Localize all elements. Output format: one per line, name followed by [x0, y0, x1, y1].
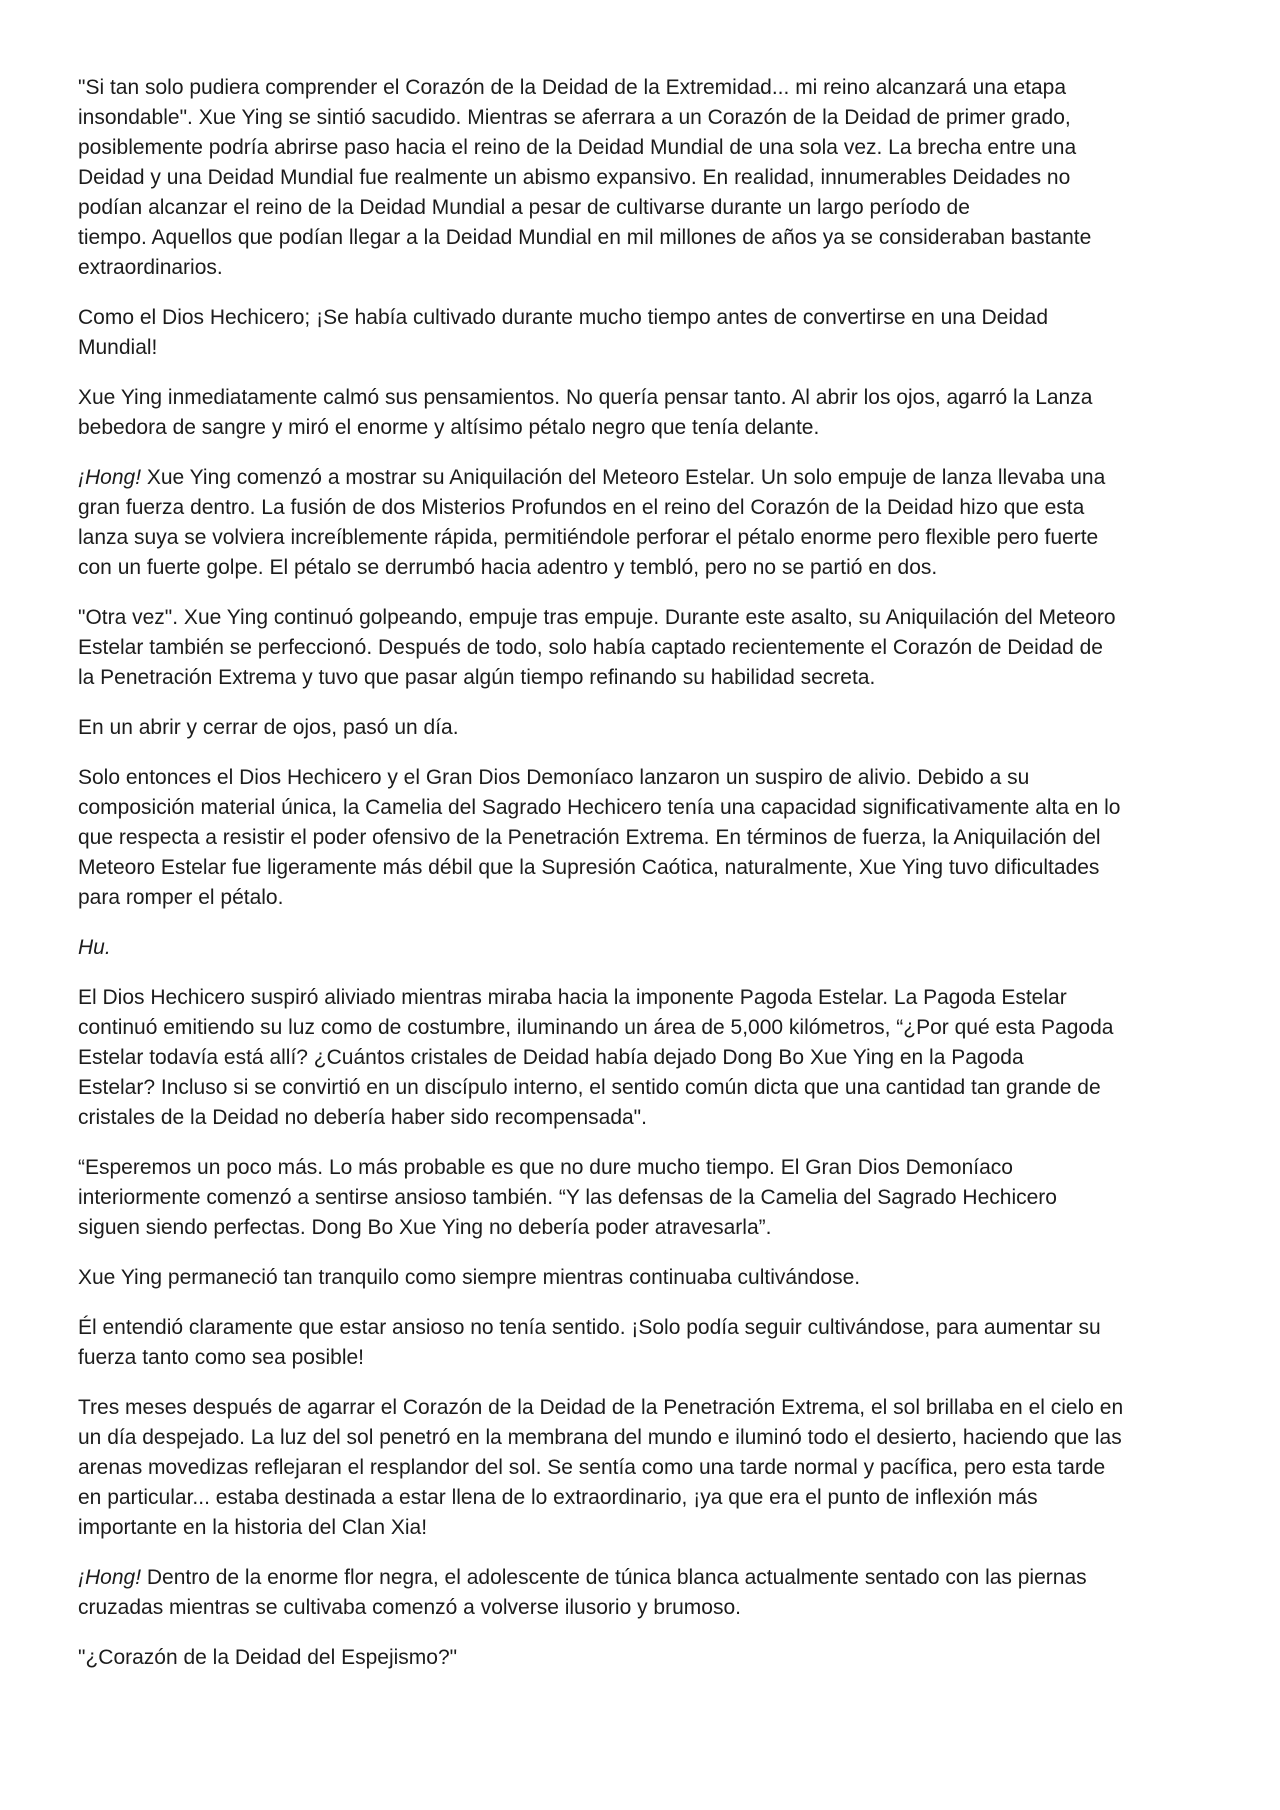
paragraph [78, 603, 1203, 693]
paragraph-text: Dentro de la enorme flor negra, el adolescente de túnica blanca actualmente sentado con las piernas cruzadas mientras se cultivaba comenzó a volverse ilusorio y brumoso. [78, 1566, 1087, 1619]
paragraph-lead: ¡Hong! [78, 466, 142, 489]
paragraph-text: "¿Corazón de la Deidad del Espejismo?" [78, 1646, 458, 1669]
paragraph [78, 933, 1203, 963]
paragraph [78, 1563, 1203, 1623]
paragraph [78, 1393, 1203, 1543]
paragraph [78, 1313, 1203, 1373]
paragraph [78, 1643, 1203, 1673]
paragraph [78, 1263, 1203, 1293]
paragraph-lead: Hu. [78, 936, 111, 959]
paragraph-text: El Dios Hechicero suspiró aliviado mientras miraba hacia la imponente Pagoda Estelar. La Pagoda Estelar continuó emitiendo su luz como de costumbre, iluminando un área de 5,000 kilómetros, “¿Por qué esta Pagoda Estelar todavía está allí? ¿Cuántos cristales de Deidad había dejado Dong Bo Xue Ying en la Pagoda Estelar? Incluso si se convirtió en un discípulo interno, el sentido común dicta que una cantidad tan grande de cristales de la Deidad no debería haber sido recompensada". [78, 986, 1114, 1129]
paragraph-text: Él entendió claramente que estar ansioso no tenía sentido. ¡Solo podía seguir cultivándose, para aumentar su fuerza tanto como sea posible! [78, 1316, 1101, 1369]
paragraph-text: Xue Ying permaneció tan tranquilo como siempre mientras continuaba cultivándose. [78, 1266, 861, 1289]
paragraph-text: En un abrir y cerrar de ojos, pasó un día. [78, 716, 459, 739]
paragraph-text: "Si tan solo pudiera comprender el Corazón de la Deidad de la Extremidad... mi reino alcanzará una etapa insondable". Xue Ying se sintió sacudido. Mientras se aferrara a un Corazón de la Deidad de primer grado, posiblemente podría abrirse paso hacia el reino de la Deidad Mundial de una sola vez. La brecha entre una Deidad y una Deidad Mundial fue realmente un abismo expansivo. En realidad, innumerables Deidades no podían alcanzar el reino de la Deidad Mundial a pesar de cultivarse durante un largo período de tiempo. Aquellos que podían llegar a la Deidad Mundial en mil millones de años ya se consideraban bastante extraordinarios. [78, 76, 1092, 279]
paragraph [78, 1153, 1203, 1243]
paragraph [78, 303, 1203, 363]
paragraph-text: Tres meses después de agarrar el Corazón de la Deidad de la Penetración Extrema, el sol brillaba en el cielo en un día despejado. La luz del sol penetró en la membrana del mundo e iluminó todo el desierto, haciendo que las arenas movedizas reflejaran el resplandor del sol. Se sentía como una tarde normal y pacífica, pero esta tarde en particular... estaba destinada a estar llena de lo extraordinario, ¡ya que era el punto de inflexión más importante en la historia del Clan Xia! [78, 1396, 1124, 1539]
paragraph [78, 383, 1203, 443]
paragraph-text: Solo entonces el Dios Hechicero y el Gran Dios Demoníaco lanzaron un suspiro de alivio. Debido a su composición material única, la Camelia del Sagrado Hechicero tenía una capacidad significativamente alta en lo que respecta a resistir el poder ofensivo de la Penetración Extrema. En términos de fuerza, la Aniquilación del Meteoro Estelar fue ligeramente más débil que la Supresión Caótica, naturalmente, Xue Ying tuvo dificultades para romper el pétalo. [78, 766, 1121, 909]
document-page [78, 73, 1203, 1693]
paragraph [78, 713, 1203, 743]
paragraph-text: "Otra vez". Xue Ying continuó golpeando, empuje tras empuje. Durante este asalto, su Aniquilación del Meteoro Estelar también se perfeccionó. Después de todo, solo había captado recientemente el Corazón de Deidad de la Penetración Extrema y tuvo que pasar algún tiempo refinando su habilidad secreta. [78, 606, 1116, 689]
paragraph-lead: ¡Hong! [78, 1566, 142, 1589]
paragraph [78, 463, 1203, 583]
paragraph [78, 983, 1203, 1133]
paragraph [78, 763, 1203, 913]
paragraph-text: Como el Dios Hechicero; ¡Se había cultivado durante mucho tiempo antes de convertirse en una Deidad Mundial! [78, 306, 1049, 359]
paragraph [78, 73, 1203, 283]
paragraph-text: Xue Ying comenzó a mostrar su Aniquilación del Meteoro Estelar. Un solo empuje de lanza llevaba una gran fuerza dentro. La fusión de dos Misterios Profundos en el reino del Corazón de la Deidad hizo que esta lanza suya se volviera increíblemente rápida, permitiéndole perforar el pétalo enorme pero flexible pero fuerte con un fuerte golpe. El pétalo se derrumbó hacia adentro y tembló, pero no se partió en dos. [78, 466, 1106, 579]
paragraph-text: “Esperemos un poco más. Lo más probable es que no dure mucho tiempo. El Gran Dios Demoníaco interiormente comenzó a sentirse ansioso también. “Y las defensas de la Camelia del Sagrado Hechicero siguen siendo perfectas. Dong Bo Xue Ying no debería poder atravesarla”. [78, 1156, 1057, 1239]
paragraph-text: Xue Ying inmediatamente calmó sus pensamientos. No quería pensar tanto. Al abrir los ojos, agarró la Lanza bebedora de sangre y miró el enorme y altísimo pétalo negro que tenía delante. [78, 386, 1093, 439]
